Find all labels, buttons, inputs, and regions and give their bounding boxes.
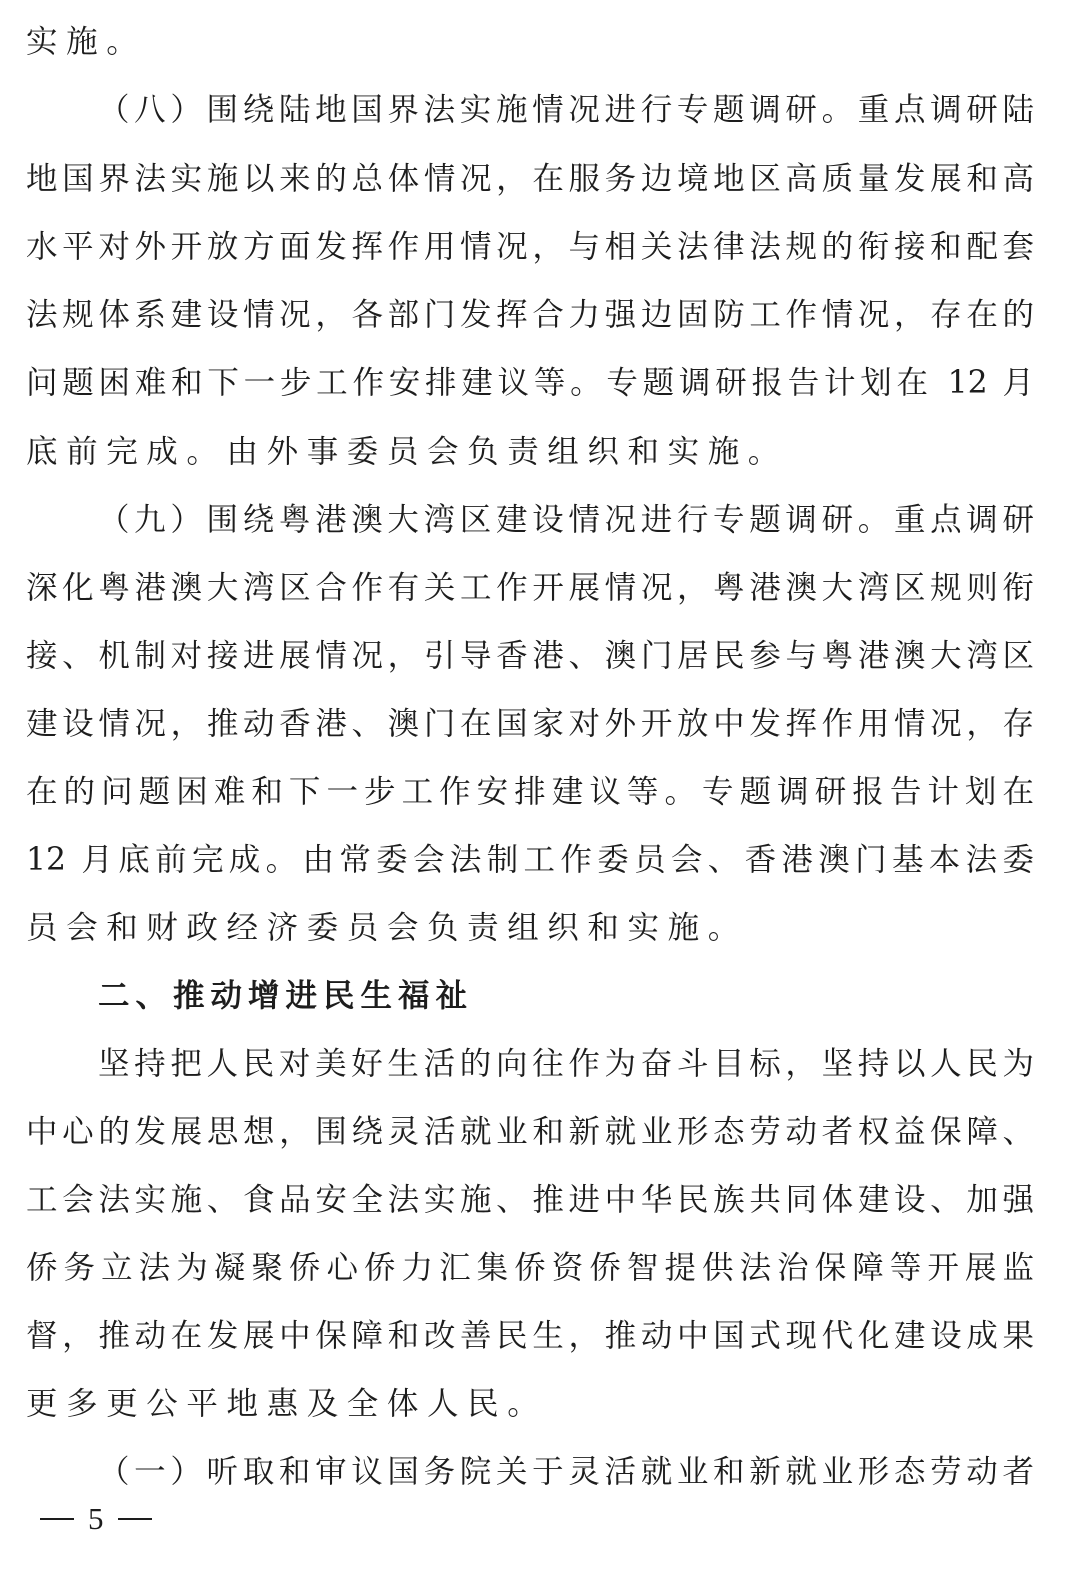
text-line-17: 中心的发展思想，围绕灵活就业和新就业形态劳动者权益保障、: [26, 1114, 1034, 1150]
text-line-7: 底前完成。由外事委员会负责组织和实施。: [26, 434, 788, 470]
text-line-16: 坚持把人民对美好生活的向往作为奋斗目标，坚持以人民为: [98, 1046, 1034, 1082]
page-footer: [40, 1499, 152, 1539]
text-line-5: 法规体系建设情况，各部门发挥合力强边固防工作情况，存在的: [26, 297, 1034, 333]
subsection-1-heading-line: （一）听取和审议国务院关于灵活就业和新就业形态劳动者: [98, 1454, 1034, 1490]
text-line-18: 工会法实施、食品安全法实施、推进中华民族共同体建设、加强: [26, 1182, 1034, 1218]
text-line-4: 水平对外开放方面发挥作用情况，与相关法律法规的衔接和配套: [26, 229, 1034, 265]
text-line-3: 地国界法实施以来的总体情况，在服务边境地区高质量发展和高: [26, 161, 1034, 197]
section-9-heading-line: （九）围绕粤港澳大湾区建设情况进行专题调研。重点调研: [98, 502, 1034, 538]
text-line-19: 侨务立法为凝聚侨心侨力汇集侨资侨智提供法治保障等开展监: [26, 1250, 1034, 1286]
text-line-13: 12 月底前完成。由常委会法制工作委员会、香港澳门基本法委: [26, 842, 1034, 878]
section-8-heading-line: （八）围绕陆地国界法实施情况进行专题调研。重点调研陆: [98, 92, 1034, 128]
text-line-6: 问题困难和下一步工作安排建议等。专题调研报告计划在 12 月: [26, 365, 1034, 401]
text-line-20: 督，推动在发展中保障和改善民生，推动中国式现代化建设成果: [26, 1318, 1034, 1354]
text-line-12: 在的问题困难和下一步工作安排建议等。专题调研报告计划在: [26, 774, 1034, 810]
text-line-1: 实施。: [26, 24, 147, 60]
page-number: 5: [88, 1501, 104, 1536]
text-line-10: 接、机制对接进展情况，引导香港、澳门居民参与粤港澳大湾区: [26, 638, 1034, 674]
text-line-21: 更多更公平地惠及全体人民。: [26, 1386, 548, 1422]
part-2-heading: 二、推动增进民生福祉: [98, 978, 474, 1014]
footer-left-dash: [40, 1518, 74, 1520]
text-line-14: 员会和财政经济委员会负责组织和实施。: [26, 910, 748, 946]
text-line-9: 深化粤港澳大湾区合作有关工作开展情况，粤港澳大湾区规则衔: [26, 570, 1034, 606]
footer-right-dash: [118, 1518, 152, 1520]
text-line-11: 建设情况，推动香港、澳门在国家对外开放中发挥作用情况，存: [26, 706, 1034, 742]
